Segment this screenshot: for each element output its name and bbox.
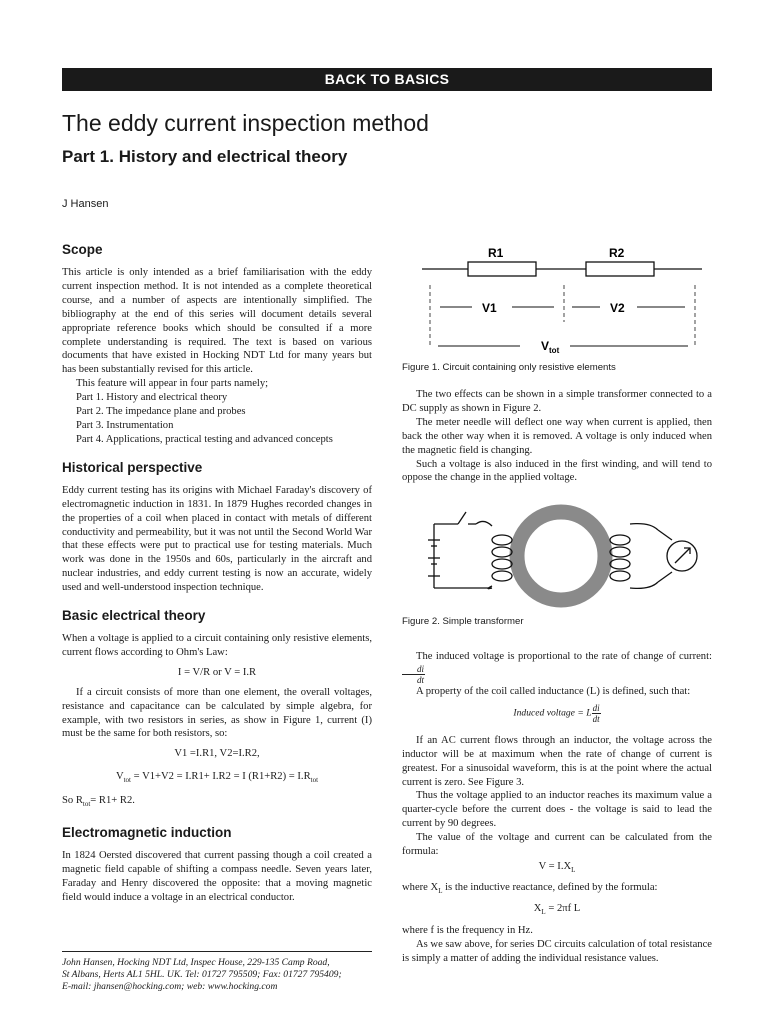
basic-theory-heading: Basic electrical theory — [62, 608, 206, 624]
eq-text: = 2πf L — [545, 903, 581, 914]
eq-subscript: tot — [82, 800, 91, 809]
series-resistance-paragraph: As we saw above, for series DC circuits calculation of total resistance is simply a matter of adding the individual resistance values. — [402, 938, 712, 964]
figure-1-circuit-diagram — [402, 240, 712, 360]
article-title: The eddy current inspection method — [62, 110, 429, 136]
v1-label: V1 — [482, 301, 497, 315]
left-column — [62, 242, 372, 905]
phase-lead-paragraph: Thus the voltage applied to an inductor reaches its maximum value a quarter-cycle before the current does - the voltage is said to lead the current by 90 degrees. — [402, 790, 712, 830]
eq-text: where X — [402, 881, 439, 893]
voltage-reactance-equation — [402, 860, 712, 878]
eq-text: Induced voltage = L — [513, 707, 592, 719]
eq-text: V = I.X — [538, 860, 572, 872]
inductance-paragraph: A property of the coil called inductance (L) is defined, such that: — [416, 685, 691, 697]
em-induction-heading: Electromagnetic induction — [62, 825, 232, 841]
di-dt-fraction — [402, 664, 425, 685]
fraction-denominator: dt — [592, 713, 600, 724]
eq-text: = V1+V2 = I.R1+ I.R2 = I (R1+R2) = I.R — [131, 771, 311, 783]
author-name: J Hansen — [62, 198, 109, 210]
series-voltage-equation: V1 =I.R1, V2=I.R2, — [174, 748, 260, 760]
frequency-note: where f is the frequency in Hz. — [402, 925, 533, 937]
right-paragraph-2: The meter needle will deflect one way when current is applied, then back the other way when it is removed. A voltage is only induced when the magnetic field is changing. — [402, 416, 712, 456]
eq-text: So R — [62, 795, 83, 807]
address-line: St Albans, Herts AL1 5HL. UK. Tel: 01727 795509; Fax: 01727 795409; — [62, 969, 342, 981]
eq-subscript: tot — [310, 776, 319, 785]
right-column — [402, 362, 712, 485]
total-voltage-equation — [62, 770, 372, 788]
fraction-numerator: di — [592, 702, 600, 713]
reactance-equation — [402, 902, 712, 920]
eq-text: = R1+ R2. — [90, 795, 135, 807]
right-column-lower — [402, 616, 712, 966]
total-resistance-line — [62, 794, 372, 812]
footer-divider — [62, 951, 372, 952]
r2-label: R2 — [609, 246, 625, 260]
history-heading: Historical perspective — [62, 459, 203, 475]
eq-subscript: L — [541, 908, 546, 917]
em-paragraph: In 1824 Oersted discovered that current passing though a coil created a magnetic field capable of shifting a compass needle. Seven years later, Faraday and Henry discovered the opposite: that a moving magnetic field would induce a voltage in an electrical conductor. — [62, 850, 372, 904]
scope-heading: Scope — [62, 242, 103, 257]
scope-parts-intro: This feature will appear in four parts namely; — [76, 378, 269, 390]
di-dt-fraction — [592, 703, 601, 724]
eq-subscript: L — [438, 887, 443, 896]
scope-part-item: Part 1. History and electrical theory — [76, 392, 228, 404]
paragraph-text: The induced voltage is proportional to the rate of change of current: — [416, 651, 712, 662]
induced-voltage-paragraph — [402, 650, 712, 685]
eq-subscript: tot — [123, 776, 131, 785]
ac-inductor-paragraph: If an AC current flows through an inductor, the voltage across the inductor will be at maximum when the rate of change of current is greatest. For a sinusoidal waveform, this is at the point where the actual current is zero. See Figure 3. — [402, 734, 712, 788]
induced-voltage-equation — [402, 703, 712, 724]
fraction-denominator: dt — [417, 674, 425, 685]
reactance-definition — [402, 881, 712, 899]
fraction-numerator: di — [402, 664, 425, 675]
contact-line: E-mail: jhansen@hocking.com; web: www.hocking.com — [62, 981, 278, 993]
formula-intro-paragraph: The value of the voltage and current can be calculated from the formula: — [402, 832, 712, 858]
author-address — [62, 957, 372, 994]
figure-1-caption: Figure 1. Circuit containing only resistive elements — [402, 362, 616, 373]
vtot-main: V — [541, 339, 550, 353]
right-paragraph-1: The two effects can be shown in a simple transformer connected to a DC supply as shown in Figure 2. — [402, 389, 712, 414]
figure-2-caption: Figure 2. Simple transformer — [402, 616, 524, 627]
eq-text: X — [533, 903, 542, 914]
vtot-subscript: tot — [549, 346, 560, 355]
eq-text: is the inductive reactance, defined by the formula: — [442, 881, 658, 893]
section-banner: BACK TO BASICS — [62, 68, 712, 91]
scope-part-item: Part 2. The impedance plane and probes — [76, 406, 246, 418]
scope-part-item: Part 3. Instrumentation — [76, 419, 174, 431]
v2-label: V2 — [610, 301, 625, 315]
eq-subscript: L — [571, 866, 576, 875]
history-paragraph: Eddy current testing has its origins with Michael Faraday's discovery of electromagnetic induction in 1831. In 1879 Hughes recorded changes in the properties of a coil when placed in contact with metals of different conductivity and permeability, but it was not until the Second World War that these effects were put to practical use for testing materials. Much work was done in the 1950s and 60s, particularly in the aircraft and nuclear industries, and eddy current testing is now an accurate, widely used and well-understood inspection technique. — [62, 484, 372, 594]
scope-paragraph: This article is only intended as a brief familiarisation with the eddy current inspection method. It is not intended as a complete theoretical course, and a number of aspects are intentionally simplified. The bibliography at the end of this series will document details several appropriate reference books which should be consulted if a more complete understanding is required. The text is based on various documents that have existed in Hocking NDT Ltd for many years but has been substantially revised for this article. — [62, 267, 372, 376]
right-paragraph-3: Such a voltage is also induced in the first winding, and will tend to oppose the change in the applied voltage. — [402, 458, 712, 484]
article-subtitle: Part 1. History and electrical theory — [62, 147, 348, 166]
eq-text: V — [115, 771, 124, 783]
figure-2-transformer-diagram — [420, 500, 710, 610]
basic-paragraph-2: If a circuit consists of more than one element, the overall voltages, resistance and capacitance can be calculated by simple algebra, for example, with two resistors in series, as show in Figure 1, current (I) must be the same for both resistors, so: — [62, 686, 372, 740]
address-line: John Hansen, Hocking NDT Ltd, Inspec House, 229-135 Camp Road, — [62, 957, 330, 968]
vtot-label — [541, 339, 560, 355]
ohms-law-equation: I = V/R or V = I.R — [177, 666, 257, 678]
scope-part-item: Part 4. Applications, practical testing and advanced concepts — [76, 433, 333, 445]
basic-paragraph-1: When a voltage is applied to a circuit containing only resistive elements, current flows according to Ohm's Law: — [62, 633, 372, 658]
r1-label: R1 — [488, 246, 504, 260]
